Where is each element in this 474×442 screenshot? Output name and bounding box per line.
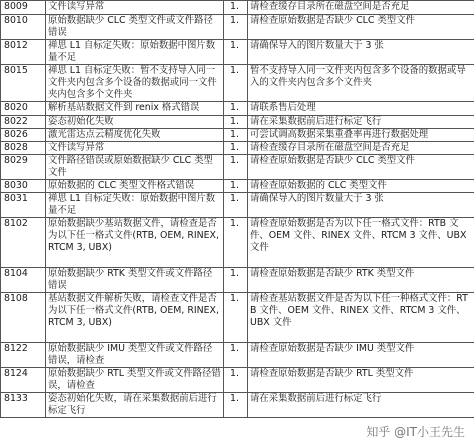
list-number-cell: 1. — [224, 368, 248, 393]
error-code-cell: 8010 — [1, 15, 46, 40]
error-code-cell: 8102 — [1, 218, 46, 268]
table-row — [1, 293, 474, 343]
watermark: 知乎 @IT小王先生 — [363, 423, 468, 440]
table-row — [1, 343, 474, 368]
error-description-cell: 文件读写异常 — [46, 142, 224, 155]
table-row — [1, 393, 474, 418]
error-description-cell: 禅思 L1 自标定失败：原始数据中图片数量不足 — [46, 40, 224, 65]
table-row — [1, 1, 474, 15]
solution-cell: 请检查原始数据是否缺少 CLC 类型文件 — [248, 155, 474, 180]
error-description-cell: 原始数据的 CLC 类型文件格式错误 — [46, 180, 224, 193]
list-number-cell: 1. — [224, 155, 248, 180]
error-code-cell: 8030 — [1, 180, 46, 193]
error-description-cell: 姿态初始化失败，请在采集数据前后进行标定飞行 — [46, 393, 224, 418]
solution-cell: 请检查缓存目录所在磁盘空间是否充足 — [248, 1, 474, 15]
list-number-cell: 1. — [224, 65, 248, 102]
solution-cell: 请检查原始数据是否为以下任一格式文件：RTB 文件、OEM 文件、RINEX 文件、RTCM 3 文件、UBX 文件 — [248, 218, 474, 268]
error-code-cell: 8015 — [1, 65, 46, 102]
error-description-cell: 禅思 L1 自标定失败：暂不支持导入同一文件夹内包含多个设备的数据或同一文件夹内包含多个文件夹 — [46, 65, 224, 102]
error-description-cell: 文件读写异常 — [46, 1, 224, 15]
error-description-cell: 原始数据缺少 RTL 类型文件或文件路径错误，请检查 — [46, 368, 224, 393]
table-row — [1, 15, 474, 40]
solution-cell: 请检查缓存目录所在磁盘空间是否充足 — [248, 142, 474, 155]
error-code-cell: 8124 — [1, 368, 46, 393]
table-row — [1, 180, 474, 193]
list-number-cell: 1. — [224, 1, 248, 15]
solution-cell: 可尝试调高数据采集重叠率再进行数据处理 — [248, 129, 474, 142]
solution-cell: 请确保导入的图片数量大于 3 张 — [248, 193, 474, 218]
list-number-cell: 1. — [224, 129, 248, 142]
table-row — [1, 102, 474, 116]
table-row — [1, 218, 474, 268]
solution-cell: 请检查基站数据文件是否为以下任一种格式文件：RTB 文件、OEM 文件、RINEX 文件、RTCM 3 文件、UBX 文件 — [248, 293, 474, 343]
solution-cell: 请检查原始数据是否缺少 RTL 类型文件 — [248, 368, 474, 393]
solution-cell: 请确保导入的图片数量大于 3 张 — [248, 40, 474, 65]
list-number-cell: 1. — [224, 293, 248, 343]
table-row — [1, 368, 474, 393]
solution-cell: 暂不支持导入同一文件夹内包含多个设备的数据或导入的文件夹内包含多个文件夹 — [248, 65, 474, 102]
error-description-cell: 基站数据文件解析失败，请检查文件是否为以下任一格式文件(RTB, OEM, RINEX, RTCM 3, UBX) — [46, 293, 224, 343]
error-code-cell: 8104 — [1, 268, 46, 293]
list-number-cell: 1. — [224, 218, 248, 268]
error-code-cell: 8028 — [1, 142, 46, 155]
error-description-cell: 原始数据缺少 CLC 类型文件或文件路径错误 — [46, 15, 224, 40]
error-code-cell: 8122 — [1, 343, 46, 368]
error-code-cell: 8029 — [1, 155, 46, 180]
solution-cell: 请检查原始数据是否缺少 RTK 类型文件 — [248, 268, 474, 293]
error-description-cell: 原始数据缺少 IMU 类型文件或文件路径错误，请检查 — [46, 343, 224, 368]
list-number-cell: 1. — [224, 40, 248, 65]
error-description-cell: 禅思 L1 自标定失败：原始数据中图片数量不足 — [46, 193, 224, 218]
error-code-cell: 8026 — [1, 129, 46, 142]
error-code-cell: 8012 — [1, 40, 46, 65]
error-description-cell: 激光雷达点云精度优化失败 — [46, 129, 224, 142]
list-number-cell: 1. — [224, 142, 248, 155]
table-row — [1, 116, 474, 129]
table-row — [1, 40, 474, 65]
error-code-cell: 8009 — [1, 1, 46, 15]
error-code-cell: 8031 — [1, 193, 46, 218]
table-row — [1, 268, 474, 293]
table-row — [1, 65, 474, 102]
list-number-cell: 1. — [224, 116, 248, 129]
list-number-cell: 1. — [224, 102, 248, 116]
table-row — [1, 129, 474, 142]
list-number-cell: 1. — [224, 268, 248, 293]
solution-cell: 请联系售后处理 — [248, 102, 474, 116]
table-row — [1, 142, 474, 155]
list-number-cell: 1. — [224, 393, 248, 418]
error-description-cell: 原始数据缺少基站数据文件，请检查是否为以下任一格式文件(RTB, OEM, RINEX, RTCM 3, UBX) — [46, 218, 224, 268]
error-code-cell: 8108 — [1, 293, 46, 343]
error-code-cell: 8022 — [1, 116, 46, 129]
solution-cell: 请检查原始数据是否缺少 IMU 类型文件 — [248, 343, 474, 368]
list-number-cell: 1. — [224, 180, 248, 193]
error-code-cell: 8020 — [1, 102, 46, 116]
solution-cell: 请在采集数据前后进行标定飞行 — [248, 393, 474, 418]
list-number-cell: 1. — [224, 343, 248, 368]
list-number-cell: 1. — [224, 15, 248, 40]
solution-cell: 请在采集数据前后进行标定飞行 — [248, 116, 474, 129]
table-row — [1, 193, 474, 218]
error-description-cell: 姿态初始化失败 — [46, 116, 224, 129]
error-description-cell: 原始数据缺少 RTK 类型文件或文件路径错误 — [46, 268, 224, 293]
solution-cell: 请检查原始数据的 CLC 类型文件 — [248, 180, 474, 193]
error-code-cell: 8133 — [1, 393, 46, 418]
error-description-cell: 解析基站数据文件到 renix 格式错误 — [46, 102, 224, 116]
solution-cell: 请检查原始数据是否缺少 CLC 类型文件 — [248, 15, 474, 40]
list-number-cell: 1. — [224, 193, 248, 218]
error-description-cell: 文件路径错误或原始数据缺少 CLC 类型文件 — [46, 155, 224, 180]
table-row — [1, 155, 474, 180]
